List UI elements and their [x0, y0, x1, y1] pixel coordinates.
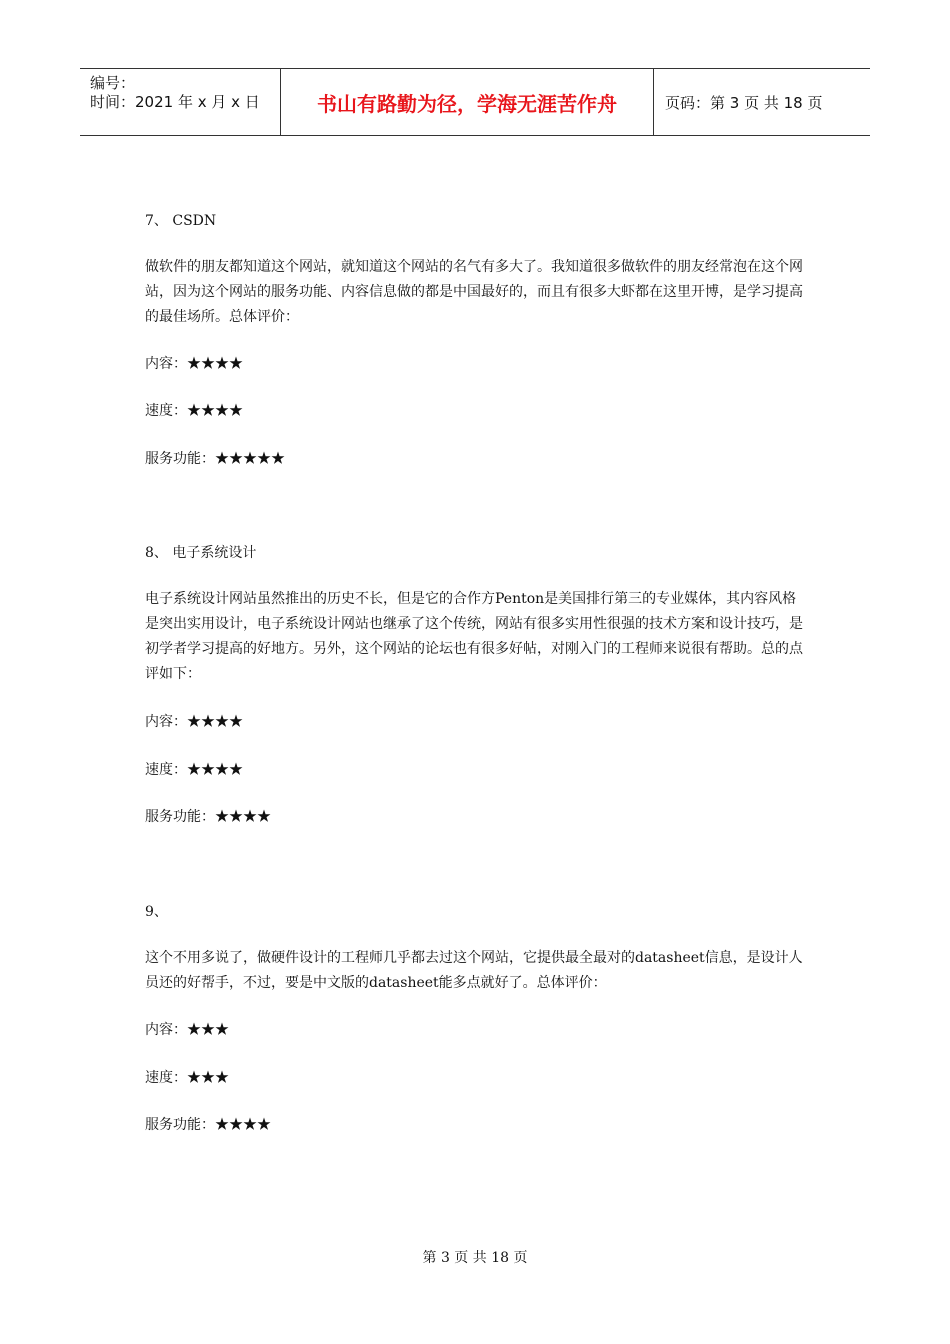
rating-label: 内容： — [145, 714, 187, 730]
rating-label: 速度： — [145, 1070, 187, 1086]
rating-label: 内容： — [145, 1022, 187, 1038]
star-rating-icon: ★★★ — [187, 1070, 229, 1086]
section-paragraph: 这个不用多说了，做硬件设计的工程师几乎都去过这个网站，它提供最全最对的datasheet信息，是设计人员还的好帮手，不过，要是中文版的datasheet能多点就好了。总体评价： — [145, 950, 803, 991]
rating-label: 服务功能： — [145, 451, 215, 467]
star-rating-icon: ★★★★ — [187, 403, 243, 419]
rating-row — [145, 806, 271, 826]
star-rating-icon: ★★★★ — [187, 762, 243, 778]
star-rating-icon: ★★★★ — [215, 809, 271, 825]
page-header — [80, 68, 870, 136]
rating-row — [145, 448, 285, 468]
star-rating-icon: ★★★★ — [187, 356, 243, 372]
star-rating-icon: ★★★★★ — [215, 451, 285, 467]
rating-row — [145, 1067, 229, 1087]
header-page-info: 页码：第 3 页 共 18 页 — [665, 93, 823, 112]
section-paragraph: 做软件的朋友都知道这个网站，就知道这个网站的名气有多大了。我知道很多做软件的朋友经常泡在这个网站，因为这个网站的服务功能、内容信息做的都是中国最好的，而且有很多大虾都在这里开博，是学习提高的最佳场所。总体评价： — [145, 259, 803, 325]
date-label: 时间：2021 年 x 月 x 日 — [90, 93, 260, 111]
rating-row — [145, 711, 243, 731]
rating-label: 速度： — [145, 403, 187, 419]
rating-row — [145, 1114, 271, 1134]
section-paragraph: 电子系统设计网站虽然推出的历史不长，但是它的合作方Penton是美国排行第三的专业媒体，其内容风格是突出实用设计，电子系统设计网站也继承了这个传统，网站有很多实用性很强的技术方案和设计技巧，是初学者学习提高的好地方。另外，这个网站的论坛也有很多好帖，对刚入门的工程师来说很有帮助。总的点评如下： — [145, 591, 803, 682]
number-label: 编号： — [90, 74, 136, 92]
rating-row — [145, 1019, 229, 1039]
page-footer: 第 3 页 共 18 页 — [422, 1250, 528, 1266]
section-heading: 8、 电子系统设计 — [145, 545, 257, 561]
rating-label: 服务功能： — [145, 1117, 215, 1133]
star-rating-icon: ★★★★ — [187, 714, 243, 730]
rating-row — [145, 400, 243, 420]
rating-label: 速度： — [145, 762, 187, 778]
rating-row — [145, 353, 243, 373]
rating-label: 内容： — [145, 356, 187, 372]
header-motto: 书山有路勤为径，学海无涯苦作舟 — [281, 69, 654, 135]
rating-label: 服务功能： — [145, 809, 215, 825]
star-rating-icon: ★★★ — [187, 1022, 229, 1038]
header-left-cell — [80, 69, 281, 135]
section-heading: 9、 — [145, 904, 168, 920]
section-heading: 7、 CSDN — [145, 213, 217, 229]
rating-row — [145, 759, 243, 779]
star-rating-icon: ★★★★ — [215, 1117, 271, 1133]
